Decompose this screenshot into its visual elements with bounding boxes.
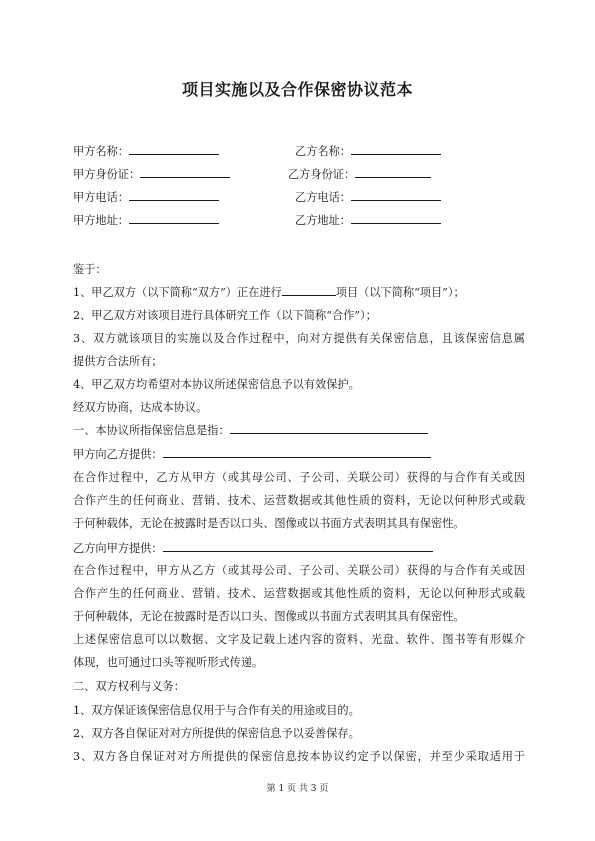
para-3-line-1: 上述保密信息可以以数据、文字及记载上述内容的资料、光盘、软件、图书等有形媒介	[73, 633, 525, 646]
para-2-line-2: 合作产生的任何商业、营销、技术、运营数据或其他性质的资料，无论以何种形式或载	[73, 587, 525, 600]
para-1-line-3: 于何种载体，无论在披露时是否以口头、图像或以书面方式表明其具有保密性。	[73, 517, 465, 530]
party-b-phone-label: 乙方电话：	[295, 191, 351, 204]
section-2-heading: 二、双方权利与义务：	[73, 680, 185, 693]
project-name-blank	[282, 284, 336, 296]
para-2-line-1: 在合作过程中，甲方从乙方（或其母公司、子公司、关联公司）获得的与合作有关或因	[73, 564, 525, 577]
party-b-name-label: 乙方名称：	[295, 145, 351, 158]
party-a-address-blank	[129, 212, 219, 224]
party-a-to-b-label: 甲方向乙方提供：	[73, 448, 163, 461]
obligation-3: 3、双方各自保证对对方所提供的保密信息按本协议约定予以保密，并至少采取适用于	[73, 750, 525, 763]
party-row-name	[73, 143, 533, 159]
party-b-address	[295, 212, 441, 228]
page-footer: 第 1 页 共 3 页	[266, 784, 329, 794]
party-a-to-b	[73, 446, 525, 462]
recital-3-line-2: 提供方合法所有；	[73, 355, 163, 368]
para-1-line-1: 在合作过程中，乙方从甲方（或其母公司、子公司、关联公司）获得的与合作有关或因	[73, 471, 525, 484]
recital-1	[73, 284, 525, 300]
party-b-id-blank	[355, 166, 431, 178]
party-row-phone	[73, 189, 533, 205]
party-b-to-a-blank	[163, 540, 433, 552]
party-b-to-a	[73, 540, 525, 556]
party-b-address-label: 乙方地址：	[295, 214, 351, 227]
recital-2: 2、甲乙双方对该项目进行具体研究工作（以下简称“合作”）；	[73, 309, 377, 322]
party-a-phone-label: 甲方电话：	[73, 191, 129, 204]
party-b-address-blank	[351, 212, 441, 224]
party-row-address	[73, 212, 533, 228]
party-a-name-blank	[129, 143, 219, 155]
party-a-id	[73, 166, 230, 182]
party-b-phone	[295, 189, 441, 205]
party-a-id-label: 甲方身份证：	[73, 168, 141, 181]
party-a-to-b-blank	[163, 446, 431, 458]
confidential-info-blank	[230, 422, 428, 434]
party-b-phone-blank	[351, 189, 441, 201]
party-b-id	[288, 166, 431, 182]
recital-4: 4、甲乙双方均希望对本协议所述保密信息予以有效保护。	[73, 378, 360, 391]
party-b-to-a-label: 乙方向甲方提供：	[73, 542, 163, 555]
document-title: 项目实施以及合作保密协议范本	[181, 80, 413, 99]
party-b-name-blank	[351, 143, 441, 155]
obligation-1: 1、双方保证该保密信息仅用于与合作有关的用途或目的。	[73, 704, 360, 717]
whereas-heading: 鉴于：	[73, 263, 107, 276]
party-a-name	[73, 143, 219, 159]
party-a-id-blank	[140, 166, 230, 178]
party-row-id	[73, 166, 533, 182]
party-a-phone	[73, 189, 219, 205]
agreement-statement: 经双方协商，达成本协议。	[73, 401, 208, 414]
party-b-name	[295, 143, 441, 159]
para-3-line-2: 体现，也可通过口头等视听形式传递。	[73, 656, 264, 669]
recital-1-text-a: 1、甲乙双方（以下简称“双方”）正在进行	[73, 286, 282, 299]
section-1-heading-text: 一、本协议所指保密信息是指：	[73, 424, 230, 437]
party-a-phone-blank	[129, 189, 219, 201]
party-b-id-label: 乙方身份证：	[288, 168, 356, 181]
party-a-address-label: 甲方地址：	[73, 214, 129, 227]
recital-1-text-b: 项目（以下简称“项目”）；	[335, 286, 465, 299]
para-2-line-3: 于何种载体，无论在披露时是否以口头、图像或以书面方式表明其具有保密性。	[73, 610, 465, 623]
obligation-2: 2、双方各自保证对对方所提供的保密信息予以妥善保存。	[73, 727, 360, 740]
party-a-name-label: 甲方名称：	[73, 145, 129, 158]
para-1-line-2: 合作产生的任何商业、营销、技术、运营数据或其他性质的资料，无论以何种形式或载	[73, 494, 525, 507]
party-a-address	[73, 212, 219, 228]
section-1-heading	[73, 422, 525, 438]
recital-3-line-1: 3、双方就该项目的实施以及合作过程中，向对方提供有关保密信息，且该保密信息属	[73, 332, 525, 345]
